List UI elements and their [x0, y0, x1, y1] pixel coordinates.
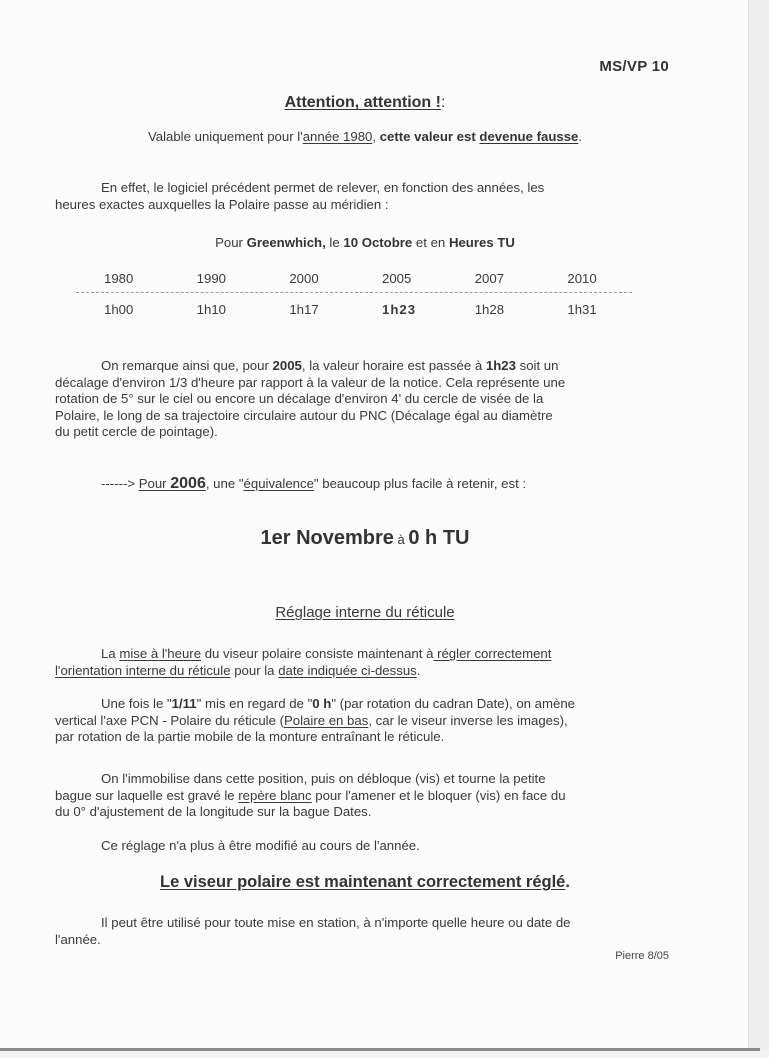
p1-line2: heures exactes auxquelles la Polaire passe au méridien :	[55, 196, 389, 212]
p2-line5: du petit cercle de pointage).	[55, 424, 218, 439]
p5-underlined: repère blanc	[238, 787, 312, 803]
arrow-text: ------>	[101, 476, 139, 491]
section-heading	[0, 604, 730, 621]
table-divider	[76, 292, 632, 293]
equivalence-date	[0, 527, 730, 550]
title-suffix: :	[440, 94, 446, 111]
eq-text: " beaucoup plus facile à retenir, est :	[313, 476, 527, 491]
paragraph-3	[55, 646, 675, 679]
conclusion-end: .	[565, 873, 570, 891]
cap-date: 10 Octobre	[343, 235, 413, 250]
intro-line	[0, 129, 730, 146]
time-cell: 1h10	[196, 301, 227, 317]
signature: Pierre 8/05	[615, 950, 669, 962]
p1-line1: En effet, le logiciel précédent permet de relever, en fonction des années, les	[101, 180, 545, 195]
years-row	[76, 268, 632, 288]
conclusion-heading	[0, 873, 730, 892]
p3-text: La	[101, 646, 120, 661]
intro-bold: cette valeur est	[379, 129, 476, 144]
page-bottom-edge	[0, 1048, 760, 1051]
p2-text: On remarque ainsi que, pour	[101, 358, 273, 373]
big-date: 1er Novembre	[260, 527, 394, 549]
cap-p3: et en	[412, 235, 449, 250]
p5-text: pour l'amener et le bloquer (vis) en face du	[311, 787, 566, 803]
eq-text: , une "	[205, 476, 244, 491]
time-cell: 1h28	[474, 301, 505, 317]
p4-text: " (par rotation du cadran Date), on amène	[331, 696, 575, 711]
p4-text: , car le viseur inverse les images),	[368, 712, 568, 728]
intro-text: Valable uniquement pour l'	[147, 129, 303, 144]
p2-text: soit un	[515, 358, 559, 373]
p4-text: vertical l'axe PCN - Polaire du réticule (	[55, 712, 284, 728]
p4-hour: 0 h	[312, 696, 332, 711]
paragraph-6: Ce réglage n'a plus à être modifié au cours de l'année.	[101, 838, 420, 853]
equivalence-line	[101, 476, 526, 493]
meridian-times-table	[76, 268, 632, 319]
intro-end: .	[578, 129, 583, 144]
p2-line2: décalage d'environ 1/3 d'heure par rapport à la valeur de la notice. Cela représente une	[55, 374, 566, 390]
p4-text: Une fois le "	[101, 696, 172, 711]
big-time: 0 h TU	[408, 527, 470, 549]
p4-date: 1/11	[171, 696, 197, 711]
year-cell: 1980	[104, 270, 134, 286]
paragraph-2	[55, 358, 675, 441]
year-cell: 2000	[289, 270, 319, 286]
page-title	[0, 94, 730, 112]
paragraph-1	[55, 180, 675, 213]
p5-line1: On l'immobilise dans cette position, puis on débloque (vis) et tourne la petite	[101, 771, 546, 786]
p3-text: .	[416, 662, 421, 678]
year-cell: 2010	[567, 270, 597, 286]
cap-location: Greenwhich,	[246, 235, 326, 250]
cap-p1: Pour	[215, 235, 247, 250]
document-reference: MS/VP 10	[599, 58, 669, 75]
p2-year: 2005	[272, 358, 302, 373]
p3-underlined: date indiquée ci-dessus	[278, 662, 417, 678]
p5-text: bague sur laquelle est gravé le	[55, 787, 239, 803]
p7-line1: Il peut être utilisé pour toute mise en station, à n'importe quelle heure ou date de	[101, 915, 571, 930]
intro-mid: ,	[372, 129, 380, 144]
year-cell: 1990	[196, 270, 227, 286]
p5-line3: du 0° d'ajustement de la longitude sur la bague Dates.	[55, 804, 372, 819]
p4-underlined: Polaire en bas	[284, 712, 369, 728]
times-row	[76, 299, 632, 319]
time-cell: 1h17	[289, 301, 319, 317]
paragraph-4	[55, 696, 695, 746]
time-cell: 1h23	[382, 301, 417, 317]
p3-underlined: l'orientation interne du réticule	[55, 662, 231, 678]
paragraph-5	[55, 771, 695, 821]
time-cell: 1h00	[104, 301, 134, 317]
eq-pour: Pour	[138, 476, 171, 491]
cap-timezone: Heures TU	[448, 235, 515, 250]
p2-line4: Polaire, le long de sa trajectoire circulaire autour du PNC (Décalage égal au diamètre	[55, 407, 553, 423]
eq-year: 2006	[170, 475, 206, 492]
intro-underlined: année 1980	[302, 129, 373, 144]
section-heading-text: Réglage interne du réticule	[275, 604, 455, 621]
p2-line3: rotation de 5° sur le ciel ou encore un décalage d'environ 4' du cercle de visée de la	[55, 391, 544, 406]
year-cell: 2005	[382, 270, 412, 286]
big-a: à	[393, 532, 409, 547]
cap-p2: le	[325, 235, 344, 250]
eq-underlined: équivalence	[243, 476, 314, 491]
conclusion-text: Le viseur polaire est maintenant correctement réglé	[160, 873, 566, 891]
p4-text: " mis en regard de "	[196, 696, 313, 711]
p2-text: , la valeur horaire est passée à	[301, 358, 486, 373]
p3-text: du viseur polaire consiste maintenant à	[201, 646, 434, 661]
paragraph-7	[55, 915, 695, 948]
title-text: Attention, attention !	[284, 94, 441, 111]
p3-text: pour la	[230, 662, 279, 678]
time-cell: 1h31	[567, 301, 597, 317]
p4-line3: par rotation de la partie mobile de la monture entraînant le réticule.	[55, 729, 445, 744]
p3-underlined: régler correctement	[433, 646, 552, 661]
p7-line2: l'année.	[55, 931, 101, 947]
year-cell: 2007	[474, 270, 505, 286]
page-edge-shadow	[748, 0, 769, 1050]
table-caption	[0, 235, 730, 252]
intro-bold-underlined: devenue fausse	[479, 129, 579, 144]
p2-time: 1h23	[485, 358, 516, 373]
p3-underlined: mise à l'heure	[119, 646, 202, 661]
